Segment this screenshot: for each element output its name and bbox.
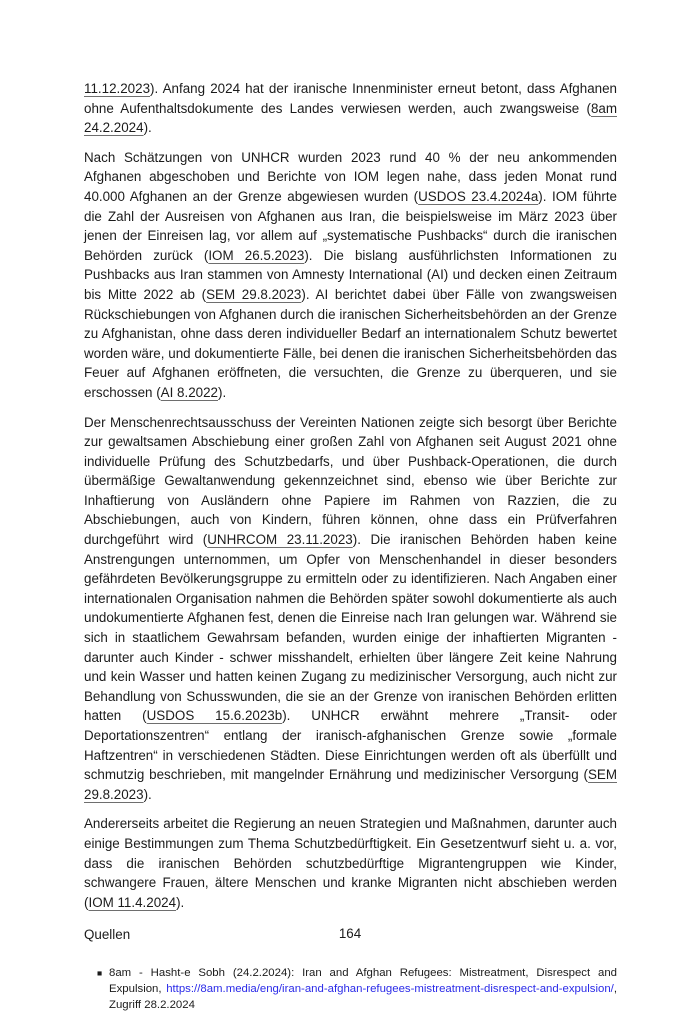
source-entry <box>84 966 617 1013</box>
citation-link[interactable]: SEM 29.8.2023 <box>84 767 617 802</box>
text-run: ). Anfang 2024 hat der iranische Innenminister erneut betont, dass Afghanen ohne Aufenthaltsdokumente des Landes verwiesen werden, auch zwangsweise ( <box>84 81 617 116</box>
text-run: ). <box>143 120 152 136</box>
source-url-link[interactable]: https://8am.media/eng/iran-and-afghan-refugees-mistreatment-disrespect-and-expulsion/ <box>166 982 614 995</box>
citation-link[interactable]: SEM 29.8.2023 <box>206 286 302 302</box>
citation-link[interactable]: AI 8.2022 <box>160 384 218 400</box>
citation-link[interactable]: IOM 11.4.2024 <box>88 894 177 910</box>
page-footer <box>0 925 700 943</box>
text-run: 8am - Hasht-e Sobh (24.2.2024): Iran and Afghan Refugees: Mistreatment, Disrespect and Expulsion, <box>109 966 617 995</box>
text-run: ). AI berichtet dabei über Fälle von zwangsweisen Rückschiebungen von Afghanen durch die iranischen Sicherheitsbehörden an der Grenze zu Afghanistan, ohne dass deren individueller Bedarf an internationalem Schutz bewertet worden wäre, und dokumentierte Fälle, bei denen die iranischen Sicherheitsbehörden das Feuer auf Afghanen eröffneten, die versuchten, die Grenze zu überqueren, und sie erschossen ( <box>84 286 617 400</box>
paragraph <box>84 413 617 805</box>
text-run: Der Menschenrechtsausschuss der Vereinten Nationen zeigte sich besorgt über Berichte zur gewaltsamen Abschiebung einer großen Zahl von Afghanen seit August 2021 ohne individuelle Prüfung des Schutzbedarfs, und über Pushback-Operationen, die durch übermäßige Gewaltanwendung gekennzeichnet sind, ebenso wie über Berichte zur Inhaftierung von Ausländern ohne Papiere im Rahmen von Razzien, die zu Abschiebungen, auch von Kindern, führen können, ohne dass ein Prüfverfahren durchgeführt wird ( <box>84 414 617 548</box>
sources-heading: Quellen <box>84 927 131 943</box>
citation-link[interactable]: IOM 26.5.2023 <box>208 247 305 263</box>
text-run: ). <box>143 786 152 802</box>
text-run: ). Die iranischen Behörden haben keine Anstrengungen unternommen, um Opfer von Menschenhandel in dieser besonders gefährdeten Bevölkerungsgruppe zu ermitteln oder zu identifizieren. Nach Angaben einer internationalen Organisation nahmen die Behörden später sowohl dokumentierte als auch undokumentierte Afghanen fest, denen die Einreise nach Iran gelungen war. Während sie sich in staatlichem Gewahrsam befanden, wurden einige der inhaftierten Migranten - darunter auch Kinder - schwer misshandelt, erhielten über längere Zeit keine Nahrung und kein Wasser und hatten keinen Zugang zu medizinischer Versorgung, auch nicht zur Behandlung von Schusswunden, die sie an der Grenze von iranischen Behörden erlitten hatten ( <box>84 532 617 724</box>
text-run: ). <box>176 894 185 910</box>
paragraph <box>84 814 617 912</box>
citation-link[interactable]: 8am 24.2.2024 <box>84 100 617 136</box>
text-run: Nach Schätzungen von UNHCR wurden 2023 rund 40 % der neu ankommenden Afghanen abgeschoben und Berichte von IOM legen nahe, dass jeden Monat rund 40.000 Afghanen an der Grenze abgewiesen wurden ( <box>84 149 617 204</box>
page-content <box>84 79 617 1013</box>
sources-list <box>84 966 617 1013</box>
citation-link[interactable]: USDOS 23.4.2024a <box>418 188 539 204</box>
body-paragraphs <box>84 79 617 912</box>
text-run: , Zugriff 28.2.2024 <box>109 982 617 1011</box>
page-number: 164 <box>338 926 362 941</box>
bullet-square-icon: ■ <box>97 967 103 978</box>
paragraph <box>84 148 617 403</box>
citation-link[interactable]: 11.12.2023 <box>84 81 151 96</box>
paragraph <box>84 79 617 138</box>
text-run: ). <box>218 384 227 400</box>
text-run: ). Die bislang ausführlichsten Informationen zu Pushbacks aus Iran stammen von Amnesty International (AI) und decken einen Zeitraum bis Mitte 2022 ab ( <box>84 247 617 302</box>
text-run: Andererseits arbeitet die Regierung an neuen Strategien und Maßnahmen, darunter auch einige Bestimmungen zum Thema Schutzbedürftigkeit. Ein Gesetzentwurf sieht u. a. vor, dass die iranischen Behörden schutzbedürftige Migrantengruppen wie Kinder, schwangere Frauen, ältere Menschen und kranke Migranten nicht abschieben werden ( <box>84 816 617 910</box>
citation-link[interactable]: UNHRCOM 23.11.2023 <box>207 532 353 548</box>
text-run: ). UNHCR erwähnt mehrere „Transit- oder Deportationszentren“ entlang der iranisch-afghanischen Grenze sowie „formale Haftzentren“ in verschiedenen Städten. Diese Einrichtungen werden oft als überfüllt und schmutzig beschrieben, mit mangelnder Ernährung und medizinischer Versorgung ( <box>84 708 618 783</box>
citation-link[interactable]: USDOS 15.6.2023b <box>146 708 283 724</box>
text-run: ). IOM führte die Zahl der Ausreisen von Afghanen aus Iran, die beispielsweise im März 2023 über jenen der Einreisen lag, vor allem auf „systematische Pushbacks“ durch die iranischen Behörden zurück ( <box>84 188 618 263</box>
